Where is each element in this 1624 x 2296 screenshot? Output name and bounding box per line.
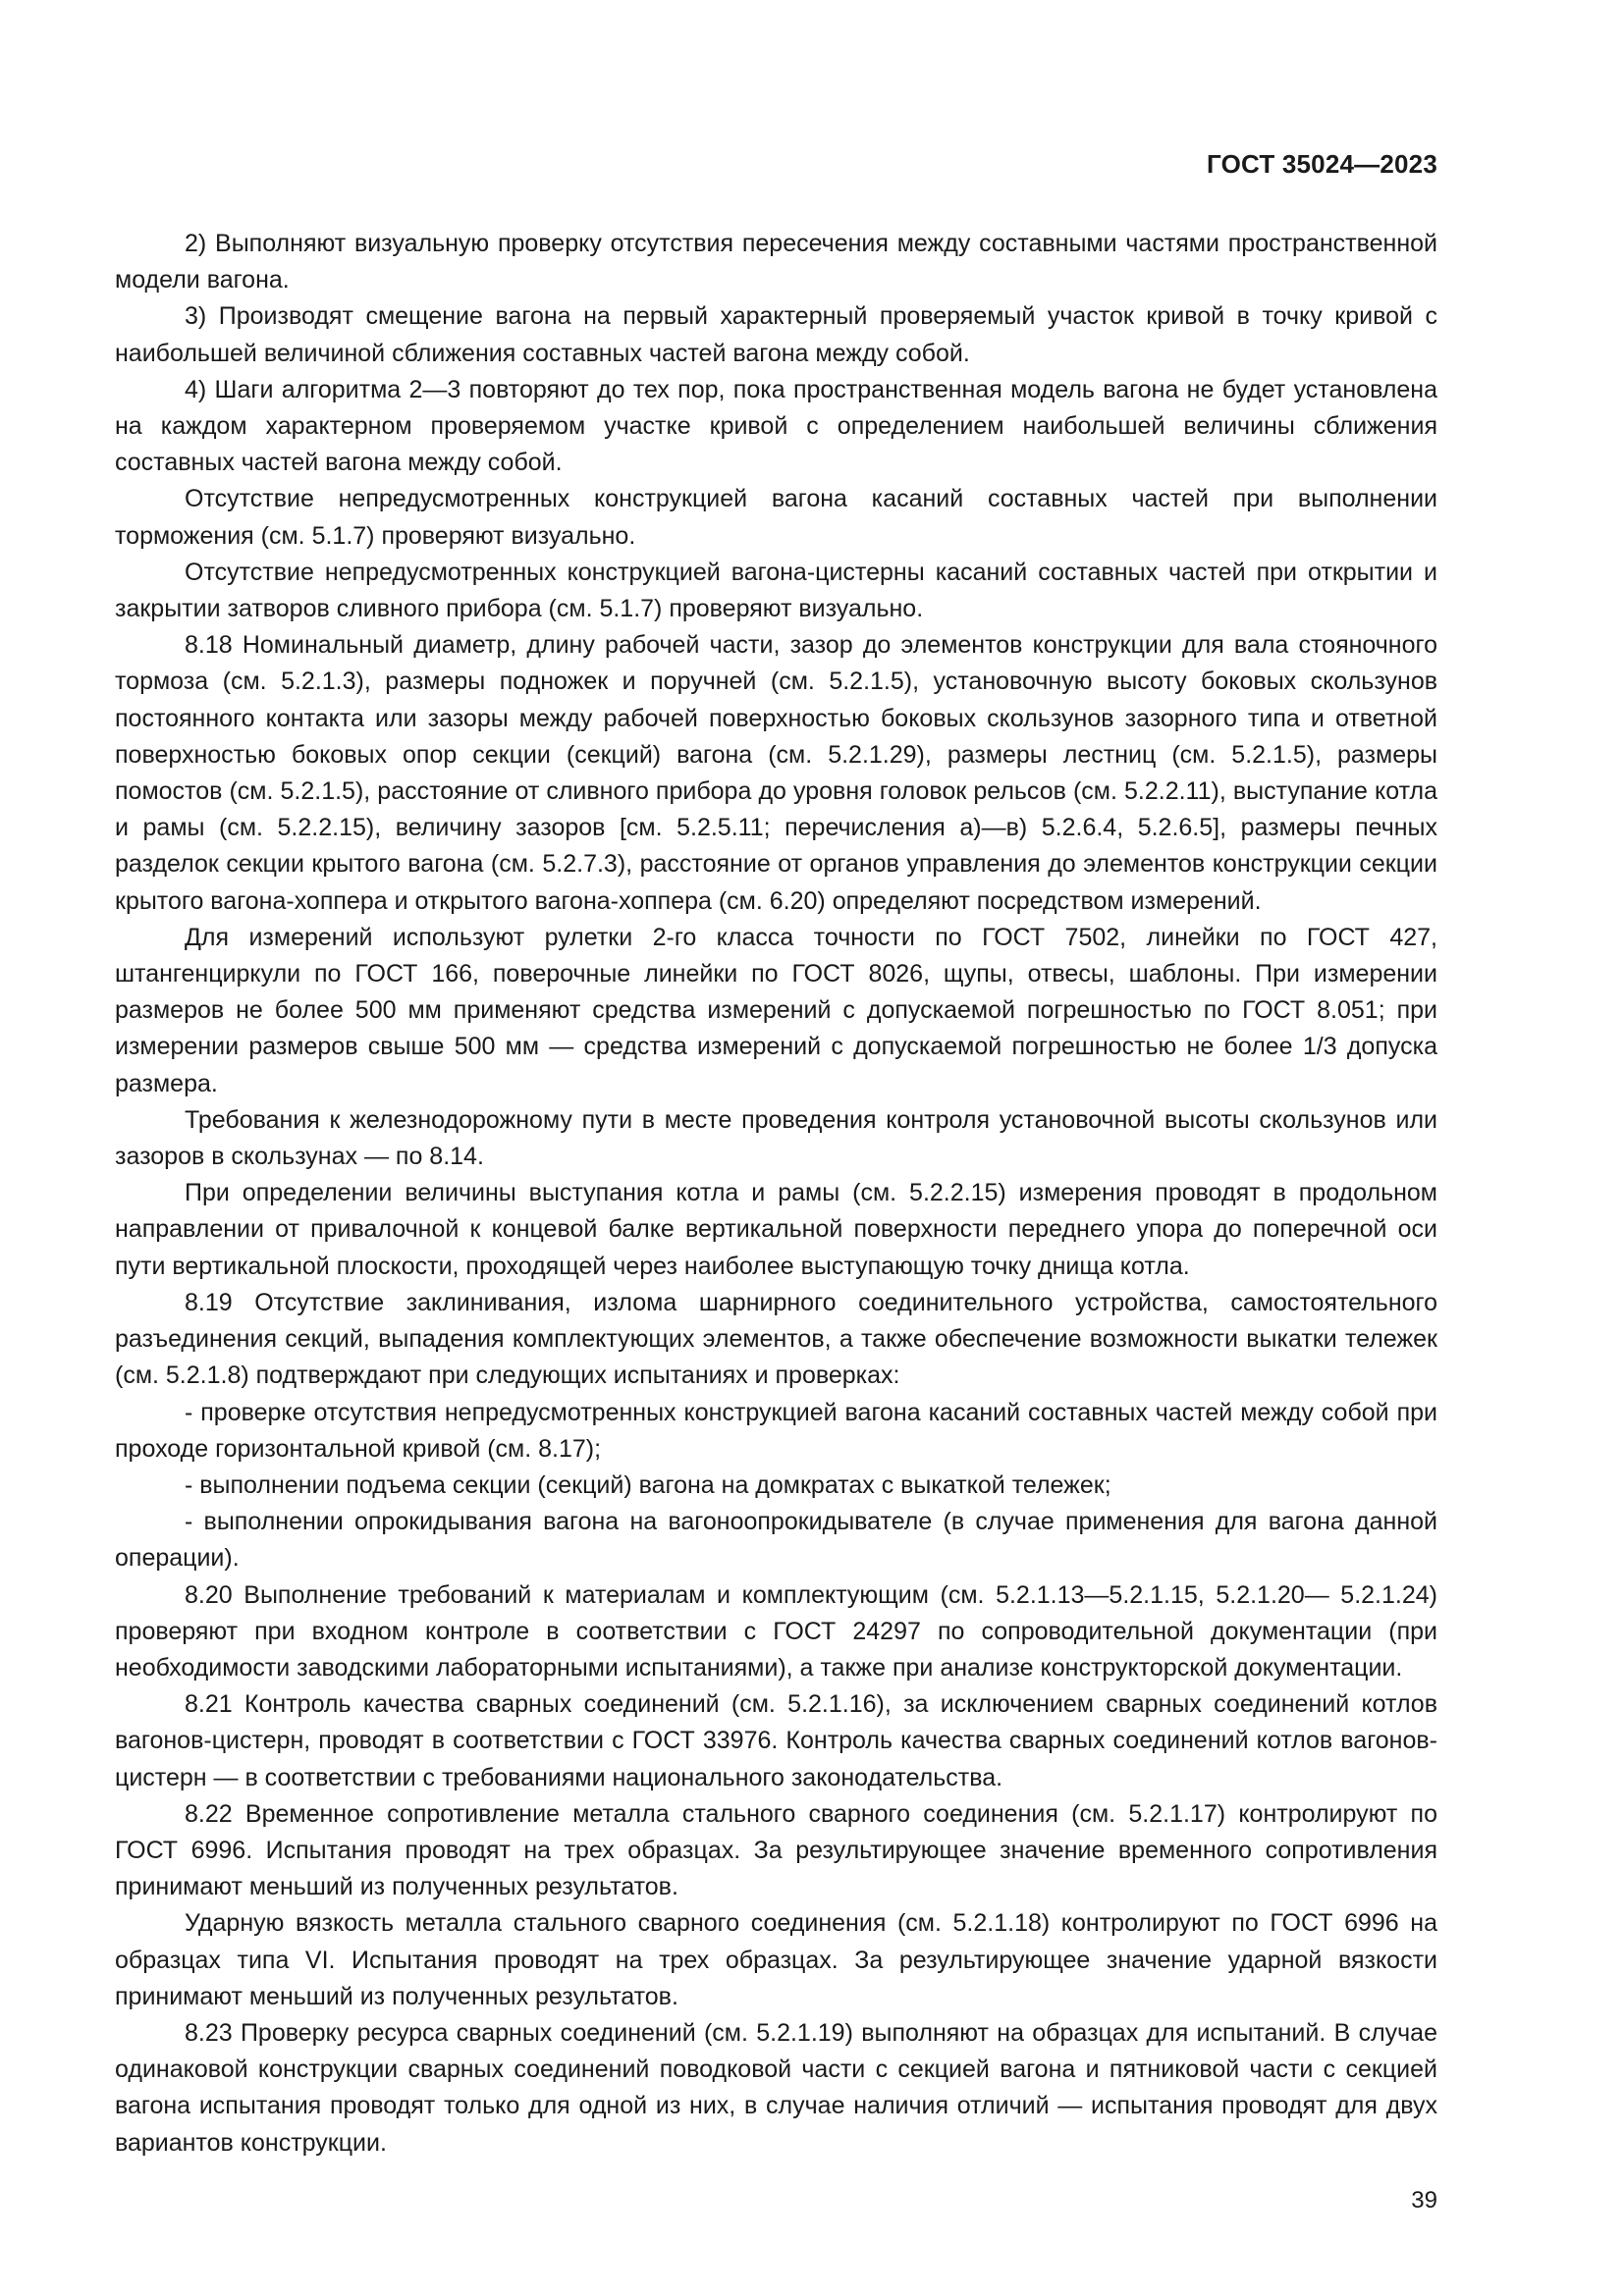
paragraph-8-18: 8.18 Номинальный диаметр, длину рабочей части, зазор до элементов конструкции для вала стояночного тормоза (см. 5.2.1.3), размеры подножек и поручней (см. 5.2.1.5), установочную высоту боковых скользунов постоянного контакта или зазоры между рабочей поверхностью боковых скользунов зазорного типа и ответной поверхностью боковых опор секции (секций) вагона (см. 5.2.1.29), размеры лестниц (см. 5.2.1.5), размеры помостов (см. 5.2.1.5), расстояние от сливного прибора до уровня головок рельсов (см. 5.2.2.11), выступание котла и рамы (см. 5.2.2.15), величину зазоров [см. 5.2.5.11; перечисления а)—в) 5.2.6.4, 5.2.6.5], размеры печных разделок секции крытого вагона (см. 5.2.7.3), расстояние от органов управления до элементов конструкции секции крытого вагона-хоппера и открытого вагона-хоппера (см. 6.20) определяют посредством измерений. bbox=[115, 631, 1437, 915]
paragraph-8-20: 8.20 Выполнение требований к материалам и комплектующим (см. 5.2.1.13—5.2.1.15, 5.2.1.20— 5.2.1.24) проверяют при входном контроле в соответствии с ГОСТ 24297 по сопроводительной документации (при необходимости заводскими лабораторными испытаниями), а также при анализе конструкторской документации. bbox=[115, 1580, 1437, 1682]
paragraph-8-23: 8.23 Проверку ресурса сварных соединений (см. 5.2.1.19) выполняют на образцах для испытаний. В случае одинаковой конструкции сварных соединений поводковой части с секцией вагона и пятниковой части с секцией вагона испытания проводят только для одной из них, в случае наличия отличий — испытания проводят для двух вариантов конструкции. bbox=[115, 2018, 1437, 2157]
paragraph-8-22: 8.22 Временное сопротивление металла стального сварного соединения (см. 5.2.1.17) контролируют по ГОСТ 6996. Испытания проводят на трех образцах. За результирующее значение временного сопротивления принимают меньший из полученных результатов. bbox=[115, 1799, 1437, 1901]
list-item-jack-lift: - выполнении подъема секции (секций) вагона на домкратах с выкаткой тележек; bbox=[185, 1470, 1111, 1499]
page-number: 39 bbox=[1411, 2187, 1437, 2214]
paragraph-step-4: 4) Шаги алгоритма 2—3 повторяют до тех пор, пока пространственная модель вагона не будет установлена на каждом характерном проверяемом участке кривой с определением наибольшей величины сближения составных частей вагона между собой. bbox=[115, 375, 1437, 477]
list-item-tipper: - выполнении опрокидывания вагона на вагоноопрокидывателе (в случае применения для вагона данной операции). bbox=[115, 1508, 1437, 1573]
paragraph-step-3: 3) Производят смещение вагона на первый характерный проверяемый участок кривой в точку кривой с наибольшей величиной сближения составных частей вагона между собой. bbox=[115, 302, 1437, 367]
paragraph-impact-toughness: Ударную вязкость металла стального сварного соединения (см. 5.2.1.18) контролируют по ГОСТ 6996 на образцах типа VI. Испытания проводят на трех образцах. За результирующее значение ударной вязкости принимают меньший из полученных результатов. bbox=[115, 1909, 1437, 2010]
paragraph-measuring-tools: Для измерений используют рулетки 2-го класса точности по ГОСТ 7502, линейки по ГОСТ 427, штангенциркули по ГОСТ 166, поверочные линейки по ГОСТ 8026, щупы, отвесы, шаблоны. При измерении размеров не более 500 мм применяют средства измерений с допускаемой погрешностью по ГОСТ 8.051; при измерении размеров свыше 500 мм — средства измерений с допускаемой погрешностью не более 1/3 допуска размера. bbox=[115, 923, 1437, 1097]
paragraph-8-21: 8.21 Контроль качества сварных соединений (см. 5.2.1.16), за исключением сварных соединений котлов вагонов-цистерн, проводят в соответствии с ГОСТ 33976. Контроль качества сварных соединений котлов вагонов-цистерн — в соответствии с требованиями национального законодательства. bbox=[115, 1690, 1437, 1791]
list-item-curve-check: - проверке отсутствия непредусмотренных конструкцией вагона касаний составных частей между собой при проходе горизонтальной кривой (см. 8.17); bbox=[115, 1398, 1437, 1463]
paragraph-boiler-protrusion: При определении величины выступания котла и рамы (см. 5.2.2.15) измерения проводят в продольном направлении от привалочной к концевой балке вертикальной поверхности переднего упора до поперечной оси пути вертикальной плоскости, проходящей через наиболее выступающую точку днища котла. bbox=[115, 1179, 1437, 1280]
paragraph-step-2: 2) Выполняют визуальную проверку отсутствия пересечения между составными частями пространственной модели вагона. bbox=[115, 230, 1437, 294]
document-body bbox=[115, 226, 1437, 2162]
document-number: ГОСТ 35024—2023 bbox=[1207, 149, 1437, 179]
paragraph-tank-valve-check: Отсутствие непредусмотренных конструкцией вагона-цистерны касаний составных частей при открытии и закрытии затворов сливного прибора (см. 5.1.7) проверяют визуально. bbox=[115, 558, 1437, 623]
paragraph-8-19: 8.19 Отсутствие заклинивания, излома шарнирного соединительного устройства, самостоятельного разъединения секций, выпадения комплектующих элементов, а также обеспечение возможности выкатки тележек (см. 5.2.1.8) подтверждают при следующих испытаниях и проверках: bbox=[115, 1288, 1437, 1390]
paragraph-braking-check: Отсутствие непредусмотренных конструкцией вагона касаний составных частей при выполнении торможения (см. 5.1.7) проверяют визуально. bbox=[115, 485, 1437, 550]
paragraph-track-requirements: Требования к железнодорожному пути в месте проведения контроля установочной высоты скользунов или зазоров в скользунах — по 8.14. bbox=[115, 1105, 1437, 1171]
